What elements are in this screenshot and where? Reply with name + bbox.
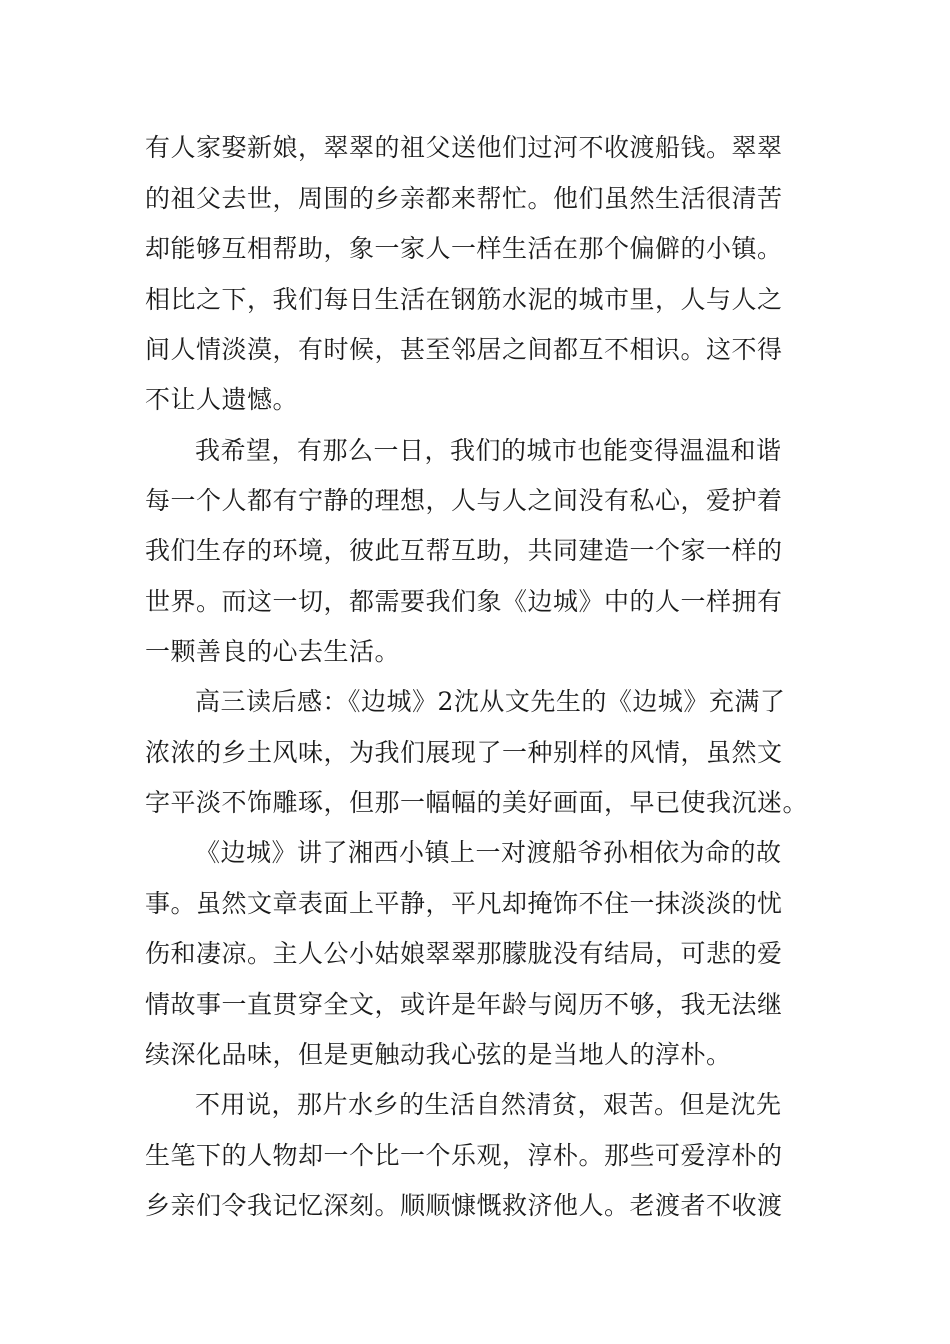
text-line: 情故事一直贯穿全文，或许是年龄与阅历不够，我无法继	[145, 990, 783, 1019]
text-line: 字平淡不饰雕琢，但那一幅幅的美好画面，早已使我沉迷。	[145, 788, 809, 817]
text-line: 有人家娶新娘，翠翠的祖父送他们过河不收渡船钱。翠翠	[145, 133, 783, 162]
text-line: 每一个人都有宁静的理想，人与人之间没有私心，爱护着	[145, 486, 783, 515]
text-line: 一颗善良的心去生活。	[145, 637, 401, 666]
text-line: 却能够互相帮助，象一家人一样生活在那个偏僻的小镇。	[145, 234, 783, 263]
paragraph-start-line: 《边城》讲了湘西小镇上一对渡船爷孙相依为命的故	[195, 838, 782, 867]
paragraph-start-line: 我希望，有那么一日，我们的城市也能变得温温和谐	[195, 436, 782, 465]
text-line: 伤和凄凉。主人公小姑娘翠翠那朦胧没有结局，可悲的爱	[145, 939, 783, 968]
text-line: 世界。而这一切，都需要我们象《边城》中的人一样拥有	[145, 587, 783, 616]
text-line: 我们生存的环境，彼此互帮互助，共同建造一个家一样的	[145, 536, 783, 565]
text-line: 乡亲们令我记忆深刻。顺顺慷慨救济他人。老渡者不收渡	[145, 1191, 783, 1220]
text-line: 续深化品味，但是更触动我心弦的是当地人的淳朴。	[145, 1040, 732, 1069]
text-line: 生笔下的人物却一个比一个乐观，淳朴。那些可爱淳朴的	[145, 1141, 783, 1170]
text-line: 的祖父去世，周围的乡亲都来帮忙。他们虽然生活很清苦	[145, 184, 783, 213]
text-line: 间人情淡漠，有时候，甚至邻居之间都互不相识。这不得	[145, 335, 783, 364]
paragraph-start-line: 高三读后感：《边城》2沈从文先生的《边城》充满了	[195, 687, 786, 716]
paragraph-start-line: 不用说，那片水乡的生活自然清贫，艰苦。但是沈先	[195, 1090, 782, 1119]
text-line: 不让人遗憾。	[145, 385, 299, 414]
text-line: 事。虽然文章表面上平静，平凡却掩饰不住一抹淡淡的忧	[145, 889, 783, 918]
text-line: 相比之下，我们每日生活在钢筋水泥的城市里，人与人之	[145, 285, 783, 314]
text-line: 浓浓的乡土风味，为我们展现了一种别样的风情，虽然文	[145, 738, 783, 767]
